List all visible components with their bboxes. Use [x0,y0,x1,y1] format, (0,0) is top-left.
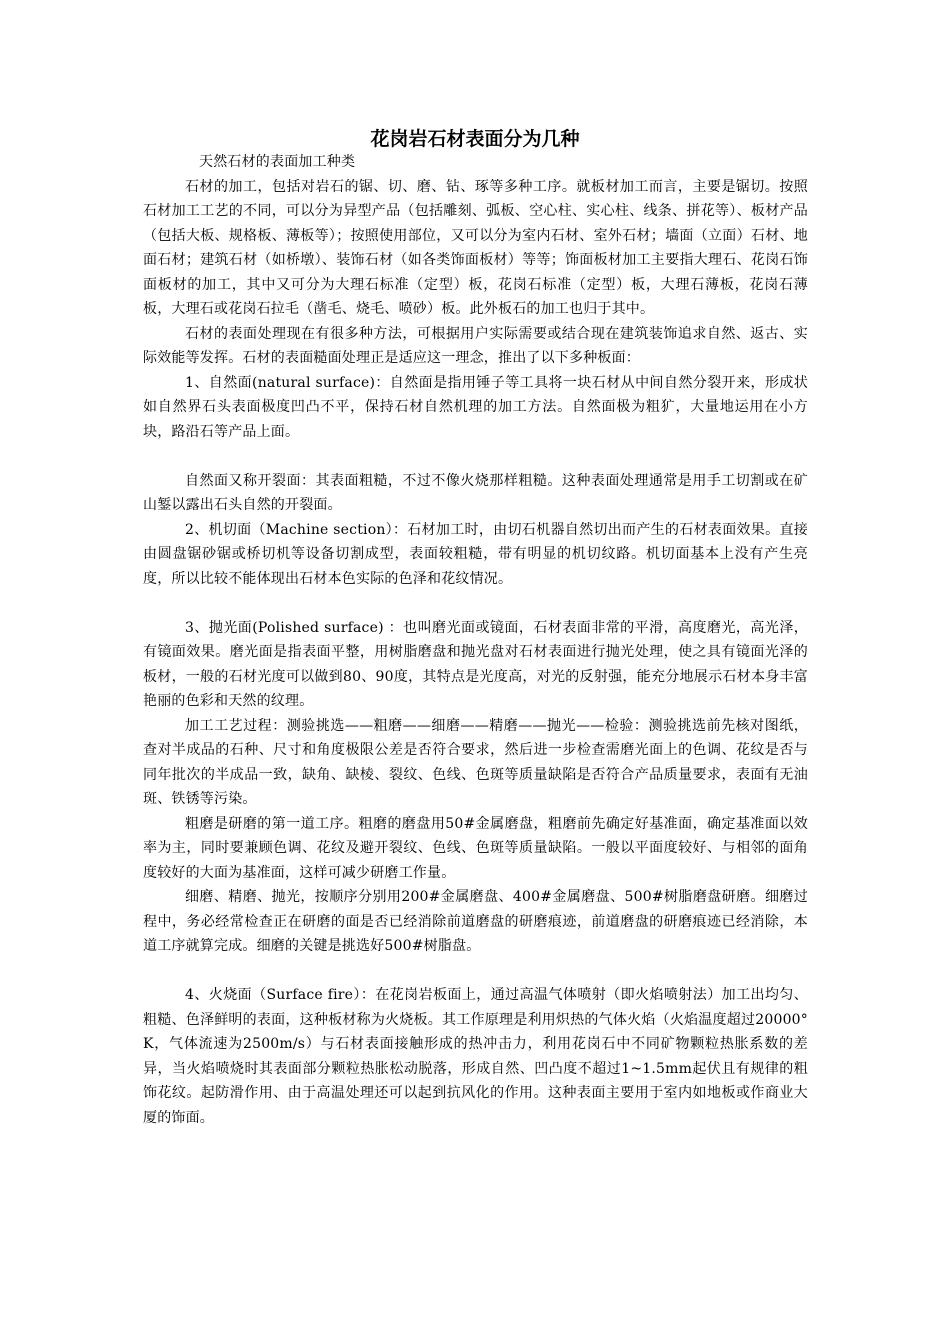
paragraph-rough-grinding: 粗磨是研磨的第一道工序。粗磨的磨盘用50#金属磨盘，粗磨前先确定好基准面，确定基准面以效率为主，同时要兼顾色调、花纹及避开裂纹、色线、色斑等质量缺陷。一般以平面度较好、与相邻的面角度较好的大面为基准面，这样可减少研磨工作量。 [143,815,808,881]
paragraph-process-steps: 加工工艺过程：测验挑选——粗磨——细磨——精磨——抛光——检验：测验挑选前先核对图纸，查对半成品的石种、尺寸和角度极限公差是否符合要求，然后进一步检查需磨光面上的色调、花纹是否与同年批次的半成品一致，缺角、缺棱、裂纹、色线、色斑等质量缺陷是否符合产品质量要求，表面有无油斑、铁锈等污染。 [143,717,808,807]
document-title: 花岗岩石材表面分为几种 [370,128,580,150]
paragraph-machine-section: 2、机切面（Machine section）：石材加工时，由切石机器自然切出而产生的石材表面效果。直接由圆盘锯砂锯或桥切机等设备切割成型，表面较粗糙，带有明显的机切纹路。机切面基本上没有产生亮度，所以比较不能体现出石材本色实际的色泽和花纹情况。 [143,521,808,587]
paragraph-fine-grinding: 细磨、精磨、抛光，按顺序分别用200#金属磨盘、400#金属磨盘、500#树脂磨盘研磨。细磨过程中，务必经常检查正在研磨的面是否已经消除前道磨盘的研磨痕迹，前道磨盘的研磨痕迹已经消除，本道工序就算完成。细磨的关键是挑选好500#树脂盘。 [143,889,808,954]
section-subtitle: 天然石材的表面加工种类 [199,154,356,170]
paragraph-natural-surface: 1、自然面(natural surface)：自然面是指用锤子等工具将一块石材从中间自然分裂开来，形成状如自然界石头表面极度凹凸不平，保持石材自然机理的加工方法。自然面极为粗犷，大量地运用在小方块，路沿石等产品上面。 [143,374,808,440]
paragraph-split-surface: 自然面又称开裂面：其表面粗糙，不过不像火烧那样粗糙。这种表面处理通常是用手工切割或在矿山錾以露出石头自然的开裂面。 [143,472,808,513]
paragraph-polished-surface: 3、抛光面(Polished surface) ：也叫磨光面或镜面，石材表面非常的平滑，高度磨光，高光泽，有镜面效果。磨光面是指表面平整，用树脂磨盘和抛光盘对石材表面进行抛光处理，使之具有镜面光泽的板材，一般的石材光度可以做到80、90度，其特点是光度高，对光的反射强，能充分地展示石材本身丰富艳丽的色彩和天然的纹理。 [143,619,808,709]
paragraph-flamed-surface: 4、火烧面（Surface fire）：在花岗岩板面上，通过高温气体喷射（即火焰喷射法）加工出均匀、粗糙、色泽鲜明的表面，这种板材称为火烧板。其工作原理是利用炽热的气体火焰（火焰温度超过20000° K，气体流速为2500m/s）与石材表面接触形成的热冲击力，利用花岗石中不同矿物颗粒热胀系数的差异，当火焰喷烧时其表面部分颗粒热胀松动脱落，形成自然、凹凸度不超过1~1.5mm起伏且有规律的粗饰花纹。起防滑作用、由于高温处理还可以起到抗风化的作用。这种表面主要用于室内如地板或作商业大厦的饰面。 [143,987,808,1126]
paragraph-processing: 石材的加工，包括对岩石的锯、切、磨、钻、琢等多种工序。就板材加工而言，主要是锯切。按照石材加工工艺的不同，可以分为异型产品（包括雕刻、弧板、空心柱、实心柱、线条、拼花等）、板材产品（包括大板、规格板、薄板等）；按照使用部位，又可以分为室内石材、室外石材；墙面（立面）石材、地面石材；建筑石材（如桥墩）、装饰石材（如各类饰面板材）等等；饰面板材加工主要指大理石、花岗石饰面板材的加工，其中又可分为大理石标准（定型）板，花岗石标准（定型）板，大理石薄板，花岗石薄板，大理石或花岗石拉毛（凿毛、烧毛、喷砂）板。此外板石的加工也归于其中。 [143,178,808,317]
document-body [143,150,808,1130]
paragraph-surface-treatment: 石材的表面处理现在有很多种方法，可根据用户实际需要或结合现在建筑装饰追求自然、返古、实际效能等发挥。石材的表面糙面处理正是适应这一理念，推出了以下多种板面： [143,325,808,366]
